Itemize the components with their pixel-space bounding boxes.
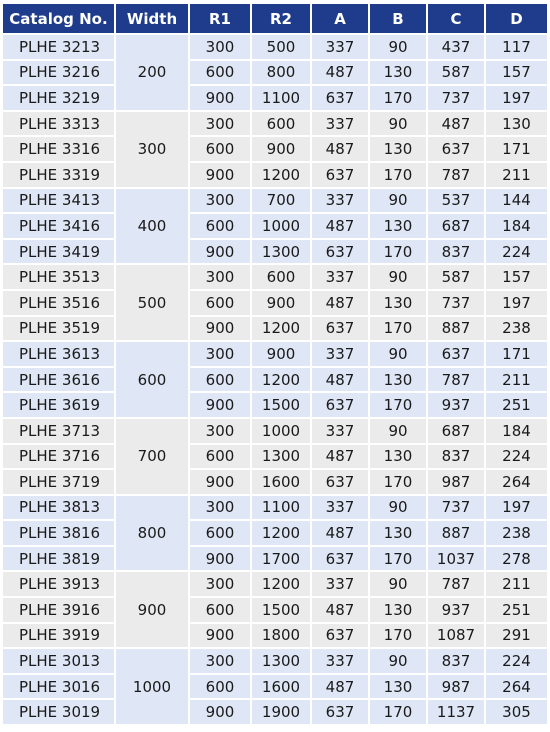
a-cell: 487 [312, 521, 370, 547]
table-row [3, 86, 547, 112]
r1-cell: 300 [190, 342, 252, 368]
a-cell: 637 [312, 393, 370, 419]
d-cell: 224 [486, 445, 547, 471]
table-row [3, 624, 547, 650]
header-row [3, 4, 547, 35]
r2-cell: 1200 [252, 317, 312, 343]
width-cell: 500 [116, 265, 190, 342]
r1-cell: 300 [190, 419, 252, 445]
b-cell: 170 [370, 624, 428, 650]
width-cell: 400 [116, 189, 190, 266]
c-cell: 737 [428, 291, 486, 317]
r2-cell: 1600 [252, 470, 312, 496]
a-cell: 637 [312, 624, 370, 650]
catalog-table [3, 4, 547, 726]
a-cell: 337 [312, 112, 370, 138]
r2-cell: 700 [252, 189, 312, 215]
r2-cell: 900 [252, 291, 312, 317]
width-cell: 200 [116, 35, 190, 112]
r2-cell: 1000 [252, 419, 312, 445]
r2-cell: 1500 [252, 393, 312, 419]
d-cell: 211 [486, 572, 547, 598]
width-cell: 700 [116, 419, 190, 496]
c-cell: 1137 [428, 700, 486, 726]
r1-cell: 600 [190, 61, 252, 87]
d-cell: 251 [486, 393, 547, 419]
r1-cell: 300 [190, 572, 252, 598]
b-cell: 130 [370, 291, 428, 317]
b-cell: 90 [370, 649, 428, 675]
a-cell: 487 [312, 598, 370, 624]
c-cell: 837 [428, 240, 486, 266]
header-a: A [312, 4, 370, 35]
a-cell: 337 [312, 189, 370, 215]
b-cell: 170 [370, 393, 428, 419]
r2-cell: 800 [252, 61, 312, 87]
a-cell: 487 [312, 675, 370, 701]
table-body [3, 35, 547, 726]
r1-cell: 600 [190, 675, 252, 701]
d-cell: 184 [486, 419, 547, 445]
table-row [3, 470, 547, 496]
r1-cell: 600 [190, 214, 252, 240]
a-cell: 487 [312, 61, 370, 87]
a-cell: 337 [312, 265, 370, 291]
table-row [3, 265, 547, 291]
table-row [3, 598, 547, 624]
d-cell: 157 [486, 265, 547, 291]
a-cell: 337 [312, 496, 370, 522]
r2-cell: 1300 [252, 649, 312, 675]
d-cell: 184 [486, 214, 547, 240]
a-cell: 637 [312, 86, 370, 112]
width-cell: 300 [116, 112, 190, 189]
a-cell: 487 [312, 291, 370, 317]
a-cell: 337 [312, 419, 370, 445]
r2-cell: 1800 [252, 624, 312, 650]
r1-cell: 600 [190, 521, 252, 547]
r2-cell: 1600 [252, 675, 312, 701]
b-cell: 90 [370, 35, 428, 61]
d-cell: 197 [486, 496, 547, 522]
width-cell: 800 [116, 496, 190, 573]
b-cell: 130 [370, 61, 428, 87]
c-cell: 837 [428, 445, 486, 471]
catalog-table-container [3, 4, 547, 726]
a-cell: 637 [312, 163, 370, 189]
table-row [3, 675, 547, 701]
r1-cell: 900 [190, 624, 252, 650]
r1-cell: 900 [190, 86, 252, 112]
d-cell: 224 [486, 240, 547, 266]
r1-cell: 300 [190, 265, 252, 291]
header-catalog-no: Catalog No. [3, 4, 116, 35]
catalog-no-cell: PLHE 3919 [3, 624, 116, 650]
r1-cell: 300 [190, 112, 252, 138]
r2-cell: 1100 [252, 496, 312, 522]
r1-cell: 600 [190, 368, 252, 394]
r1-cell: 900 [190, 240, 252, 266]
c-cell: 787 [428, 368, 486, 394]
r2-cell: 600 [252, 112, 312, 138]
d-cell: 157 [486, 61, 547, 87]
d-cell: 291 [486, 624, 547, 650]
c-cell: 587 [428, 61, 486, 87]
catalog-no-cell: PLHE 3416 [3, 214, 116, 240]
c-cell: 637 [428, 342, 486, 368]
table-row [3, 112, 547, 138]
width-cell: 600 [116, 342, 190, 419]
r2-cell: 900 [252, 137, 312, 163]
c-cell: 537 [428, 189, 486, 215]
d-cell: 117 [486, 35, 547, 61]
catalog-no-cell: PLHE 3213 [3, 35, 116, 61]
header-b: B [370, 4, 428, 35]
table-row [3, 445, 547, 471]
d-cell: 171 [486, 137, 547, 163]
d-cell: 238 [486, 317, 547, 343]
r2-cell: 1300 [252, 240, 312, 266]
b-cell: 170 [370, 470, 428, 496]
header-c: C [428, 4, 486, 35]
table-row [3, 419, 547, 445]
r2-cell: 1200 [252, 163, 312, 189]
r1-cell: 900 [190, 547, 252, 573]
b-cell: 170 [370, 86, 428, 112]
r1-cell: 900 [190, 317, 252, 343]
catalog-no-cell: PLHE 3716 [3, 445, 116, 471]
c-cell: 1037 [428, 547, 486, 573]
catalog-no-cell: PLHE 3719 [3, 470, 116, 496]
c-cell: 637 [428, 137, 486, 163]
c-cell: 687 [428, 214, 486, 240]
b-cell: 170 [370, 163, 428, 189]
table-row [3, 368, 547, 394]
catalog-no-cell: PLHE 3216 [3, 61, 116, 87]
table-row [3, 214, 547, 240]
b-cell: 90 [370, 112, 428, 138]
a-cell: 337 [312, 649, 370, 675]
b-cell: 130 [370, 598, 428, 624]
table-row [3, 547, 547, 573]
table-row [3, 163, 547, 189]
table-row [3, 572, 547, 598]
header-r1: R1 [190, 4, 252, 35]
c-cell: 737 [428, 496, 486, 522]
d-cell: 130 [486, 112, 547, 138]
b-cell: 130 [370, 521, 428, 547]
b-cell: 130 [370, 675, 428, 701]
d-cell: 197 [486, 86, 547, 112]
r1-cell: 600 [190, 598, 252, 624]
table-row [3, 61, 547, 87]
d-cell: 224 [486, 649, 547, 675]
catalog-no-cell: PLHE 3616 [3, 368, 116, 394]
r2-cell: 1200 [252, 521, 312, 547]
table-row [3, 317, 547, 343]
r2-cell: 1500 [252, 598, 312, 624]
catalog-no-cell: PLHE 3819 [3, 547, 116, 573]
r2-cell: 1200 [252, 572, 312, 598]
c-cell: 487 [428, 112, 486, 138]
d-cell: 197 [486, 291, 547, 317]
b-cell: 90 [370, 419, 428, 445]
table-row [3, 35, 547, 61]
a-cell: 487 [312, 445, 370, 471]
d-cell: 211 [486, 163, 547, 189]
b-cell: 130 [370, 368, 428, 394]
b-cell: 90 [370, 342, 428, 368]
table-row [3, 291, 547, 317]
table-row [3, 649, 547, 675]
r1-cell: 900 [190, 393, 252, 419]
catalog-no-cell: PLHE 3613 [3, 342, 116, 368]
header-r2: R2 [252, 4, 312, 35]
c-cell: 687 [428, 419, 486, 445]
catalog-no-cell: PLHE 3219 [3, 86, 116, 112]
a-cell: 487 [312, 368, 370, 394]
b-cell: 130 [370, 214, 428, 240]
a-cell: 637 [312, 317, 370, 343]
b-cell: 90 [370, 189, 428, 215]
catalog-no-cell: PLHE 3916 [3, 598, 116, 624]
catalog-no-cell: PLHE 3316 [3, 137, 116, 163]
r2-cell: 1300 [252, 445, 312, 471]
a-cell: 637 [312, 470, 370, 496]
r1-cell: 600 [190, 137, 252, 163]
a-cell: 637 [312, 547, 370, 573]
table-row [3, 342, 547, 368]
catalog-no-cell: PLHE 3313 [3, 112, 116, 138]
d-cell: 171 [486, 342, 547, 368]
r1-cell: 600 [190, 445, 252, 471]
d-cell: 264 [486, 675, 547, 701]
catalog-no-cell: PLHE 3816 [3, 521, 116, 547]
c-cell: 987 [428, 675, 486, 701]
catalog-no-cell: PLHE 3319 [3, 163, 116, 189]
a-cell: 637 [312, 240, 370, 266]
c-cell: 937 [428, 393, 486, 419]
c-cell: 937 [428, 598, 486, 624]
b-cell: 130 [370, 137, 428, 163]
c-cell: 437 [428, 35, 486, 61]
header-d: D [486, 4, 547, 35]
a-cell: 337 [312, 572, 370, 598]
catalog-no-cell: PLHE 3413 [3, 189, 116, 215]
r1-cell: 900 [190, 163, 252, 189]
d-cell: 144 [486, 189, 547, 215]
catalog-no-cell: PLHE 3513 [3, 265, 116, 291]
r2-cell: 600 [252, 265, 312, 291]
catalog-no-cell: PLHE 3019 [3, 700, 116, 726]
table-row [3, 393, 547, 419]
b-cell: 170 [370, 547, 428, 573]
d-cell: 238 [486, 521, 547, 547]
d-cell: 305 [486, 700, 547, 726]
table-row [3, 521, 547, 547]
width-cell: 1000 [116, 649, 190, 726]
c-cell: 837 [428, 649, 486, 675]
b-cell: 90 [370, 265, 428, 291]
r1-cell: 900 [190, 470, 252, 496]
b-cell: 90 [370, 572, 428, 598]
r2-cell: 1200 [252, 368, 312, 394]
catalog-no-cell: PLHE 3419 [3, 240, 116, 266]
r2-cell: 1000 [252, 214, 312, 240]
c-cell: 587 [428, 265, 486, 291]
width-cell: 900 [116, 572, 190, 649]
b-cell: 170 [370, 700, 428, 726]
c-cell: 787 [428, 572, 486, 598]
r2-cell: 1900 [252, 700, 312, 726]
r1-cell: 300 [190, 189, 252, 215]
r2-cell: 500 [252, 35, 312, 61]
r1-cell: 900 [190, 700, 252, 726]
c-cell: 737 [428, 86, 486, 112]
a-cell: 487 [312, 137, 370, 163]
a-cell: 637 [312, 700, 370, 726]
table-row [3, 700, 547, 726]
c-cell: 887 [428, 521, 486, 547]
a-cell: 337 [312, 342, 370, 368]
catalog-no-cell: PLHE 3013 [3, 649, 116, 675]
table-row [3, 189, 547, 215]
d-cell: 211 [486, 368, 547, 394]
c-cell: 787 [428, 163, 486, 189]
a-cell: 337 [312, 35, 370, 61]
r2-cell: 900 [252, 342, 312, 368]
r2-cell: 1700 [252, 547, 312, 573]
c-cell: 887 [428, 317, 486, 343]
c-cell: 1087 [428, 624, 486, 650]
r1-cell: 300 [190, 496, 252, 522]
d-cell: 264 [486, 470, 547, 496]
r1-cell: 300 [190, 35, 252, 61]
b-cell: 170 [370, 240, 428, 266]
b-cell: 90 [370, 496, 428, 522]
b-cell: 170 [370, 317, 428, 343]
catalog-no-cell: PLHE 3516 [3, 291, 116, 317]
d-cell: 278 [486, 547, 547, 573]
table-row [3, 137, 547, 163]
r1-cell: 600 [190, 291, 252, 317]
header-width: Width [116, 4, 190, 35]
catalog-no-cell: PLHE 3713 [3, 419, 116, 445]
catalog-no-cell: PLHE 3913 [3, 572, 116, 598]
r2-cell: 1100 [252, 86, 312, 112]
c-cell: 987 [428, 470, 486, 496]
a-cell: 487 [312, 214, 370, 240]
table-row [3, 240, 547, 266]
catalog-no-cell: PLHE 3619 [3, 393, 116, 419]
catalog-no-cell: PLHE 3016 [3, 675, 116, 701]
catalog-no-cell: PLHE 3813 [3, 496, 116, 522]
d-cell: 251 [486, 598, 547, 624]
r1-cell: 300 [190, 649, 252, 675]
table-row [3, 496, 547, 522]
catalog-no-cell: PLHE 3519 [3, 317, 116, 343]
b-cell: 130 [370, 445, 428, 471]
